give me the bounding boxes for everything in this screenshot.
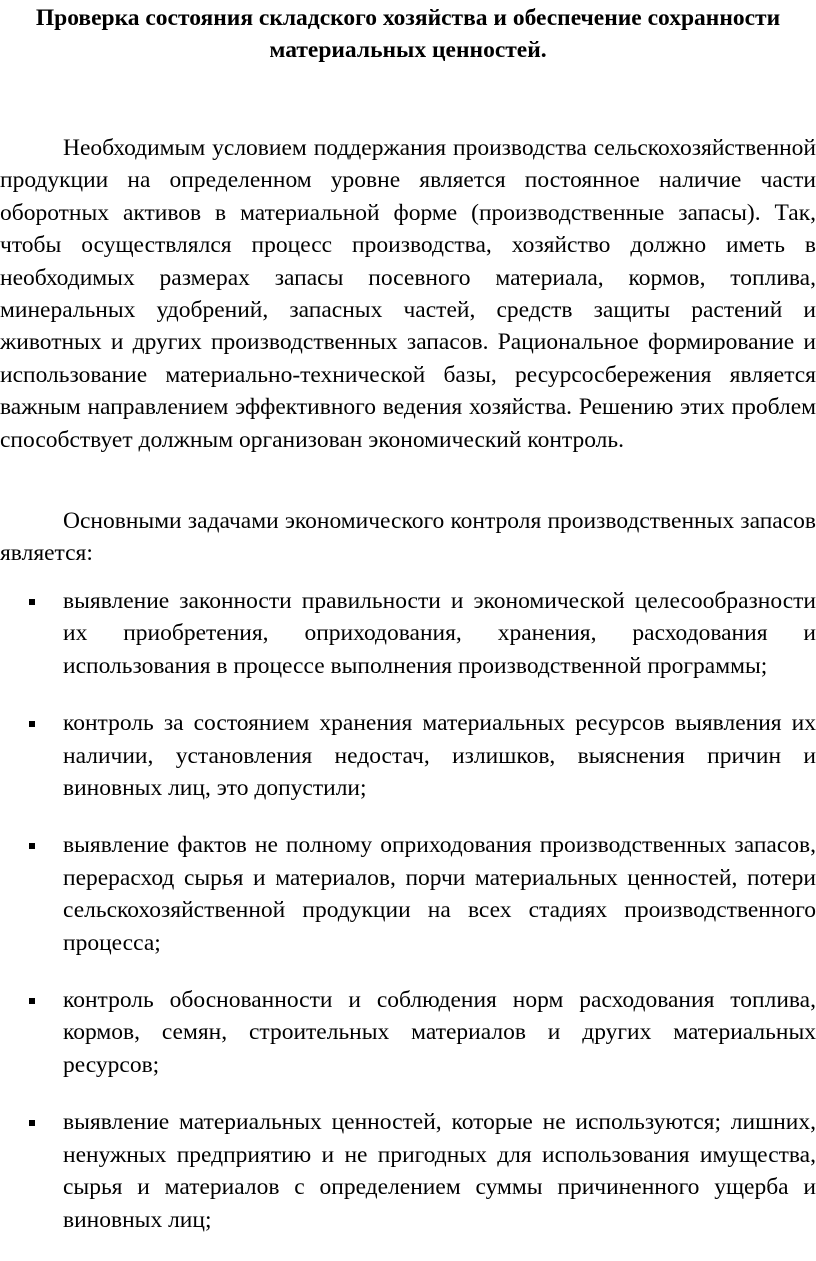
list-item — [0, 829, 816, 959]
tasks-list — [0, 585, 816, 1261]
list-item-text: выявление законности правильности и экономической целесообразности их приобретения, оприходования, хранения, расходования и использования в процессе выполнения производственной программы; — [63, 588, 816, 679]
list-item-text: выявление материальных ценностей, которые не используются; лишних, ненужных предприятию и не пригодных для использования имущества, сырья и материалов с определением суммы причиненного ущерба и виновных лиц; — [63, 1109, 816, 1233]
list-item-text: выявление фактов не полному оприходования производственных запасов, перерасход сырья и материалов, порчи материальных ценностей, потери сельскохозяйственной продукции на всех стадиях производственного процесса; — [63, 832, 816, 956]
list-item-text: контроль обоснованности и соблюдения норм расходования топлива, кормов, семян, строительных материалов и других материальных ресурсов; — [63, 987, 816, 1078]
square-bullet-icon — [29, 599, 35, 605]
list-item-text: контроль за состоянием хранения материальных ресурсов выявления их наличии, установления недостач, излишков, выяснения причин и виновных лиц, это допустили; — [63, 710, 816, 802]
paragraph-intro: Необходимым условием поддержания производства сельскохозяйственной продукции на определенном уровне является постоянное наличие части оборотных активов в материальной форме (производственные запасы). Так, чтобы осуществлялся процесс производства, хозяйство должно иметь в необходимых размерах запасы посевного материала, кормов, топлива, минеральных удобрений, запасных частей, средств защиты растений и животных и других производственных запасов. Рациональное формирование и использование материально-технической базы, ресурсосбережения является важным направлением эффективного ведения хозяйства. Решению этих проблем способствует должным организован экономический контроль. — [0, 135, 816, 453]
square-bullet-icon — [29, 998, 35, 1004]
document-title: Проверка состояния складского хозяйства и обеспечение сохранности материальных ценностей. — [35, 5, 781, 63]
square-bullet-icon — [29, 721, 35, 727]
list-item — [0, 707, 816, 804]
list-item — [0, 585, 816, 682]
paragraph-tasks-intro: Основными задачами экономического контроля производственных запасов является: — [0, 508, 816, 567]
list-item — [0, 984, 816, 1081]
list-item — [0, 1106, 816, 1236]
square-bullet-icon — [29, 1120, 35, 1126]
square-bullet-icon — [29, 843, 35, 849]
